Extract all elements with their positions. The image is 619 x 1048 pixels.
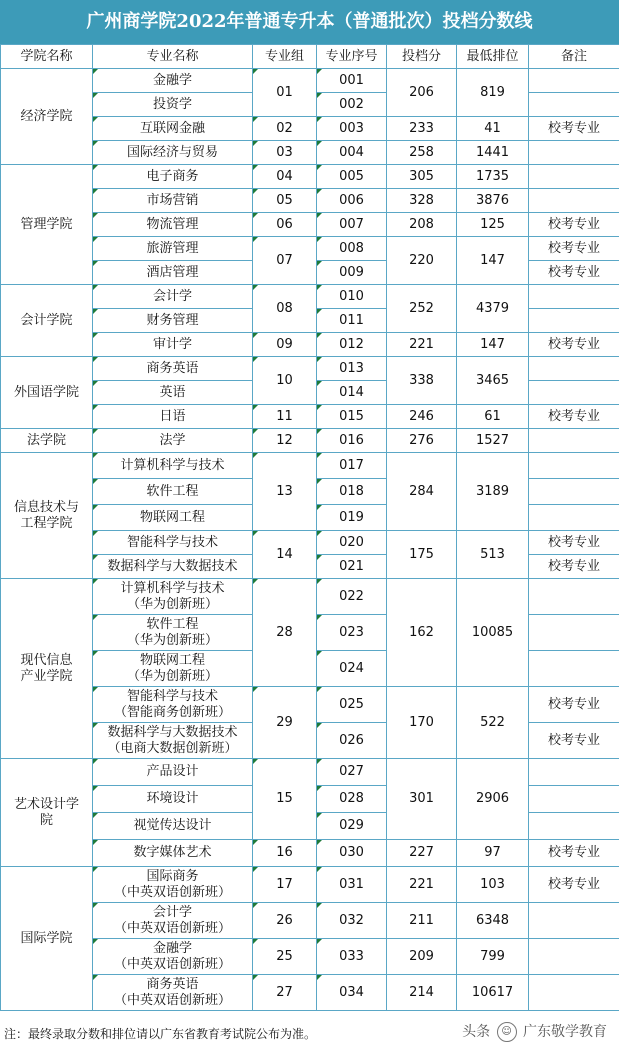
cell-note: 校考专业 bbox=[529, 867, 619, 903]
header-rank: 最低排位 bbox=[457, 45, 529, 69]
table-row bbox=[1, 579, 619, 615]
cell-seq: 031 bbox=[317, 867, 387, 903]
cell-major: 金融学 （中英双语创新班） bbox=[93, 939, 253, 975]
cell-score: 206 bbox=[387, 69, 457, 117]
cell-score: 209 bbox=[387, 939, 457, 975]
cell-major: 视觉传达设计 bbox=[93, 813, 253, 840]
cell-seq: 017 bbox=[317, 453, 387, 479]
cell-note bbox=[529, 309, 619, 333]
table-row bbox=[1, 333, 619, 357]
cell-rank: 1735 bbox=[457, 165, 529, 189]
cell-rank: 522 bbox=[457, 687, 529, 759]
table-row bbox=[1, 759, 619, 786]
cell-college: 外国语学院 bbox=[1, 357, 93, 429]
cell-note bbox=[529, 813, 619, 840]
cell-group: 07 bbox=[253, 237, 317, 285]
cell-seq: 032 bbox=[317, 903, 387, 939]
table-row bbox=[1, 429, 619, 453]
cell-note: 校考专业 bbox=[529, 117, 619, 141]
cell-note bbox=[529, 69, 619, 93]
cell-note: 校考专业 bbox=[529, 333, 619, 357]
cell-rank: 125 bbox=[457, 213, 529, 237]
cell-rank: 2906 bbox=[457, 759, 529, 840]
table-row bbox=[1, 840, 619, 867]
cell-group: 25 bbox=[253, 939, 317, 975]
cell-group: 02 bbox=[253, 117, 317, 141]
cell-seq: 008 bbox=[317, 237, 387, 261]
cell-rank: 147 bbox=[457, 237, 529, 285]
cell-rank: 799 bbox=[457, 939, 529, 975]
table-row bbox=[1, 285, 619, 309]
cell-seq: 007 bbox=[317, 213, 387, 237]
watermark-brand: 广东敬学教育 bbox=[523, 1024, 607, 1040]
cell-college: 信息技术与 工程学院 bbox=[1, 453, 93, 579]
cell-seq: 013 bbox=[317, 357, 387, 381]
cell-score: 252 bbox=[387, 285, 457, 333]
cell-seq: 012 bbox=[317, 333, 387, 357]
cell-score: 211 bbox=[387, 903, 457, 939]
cell-rank: 6348 bbox=[457, 903, 529, 939]
cell-college: 艺术设计学 院 bbox=[1, 759, 93, 867]
cell-score: 227 bbox=[387, 840, 457, 867]
cell-seq: 022 bbox=[317, 579, 387, 615]
cell-rank: 4379 bbox=[457, 285, 529, 333]
cell-seq: 030 bbox=[317, 840, 387, 867]
cell-rank: 3465 bbox=[457, 357, 529, 405]
table-row bbox=[1, 453, 619, 479]
cell-score: 305 bbox=[387, 165, 457, 189]
cell-seq: 015 bbox=[317, 405, 387, 429]
cell-group: 28 bbox=[253, 579, 317, 687]
cell-note: 校考专业 bbox=[529, 687, 619, 723]
cell-rank: 10617 bbox=[457, 975, 529, 1011]
cell-note bbox=[529, 505, 619, 531]
cell-score: 170 bbox=[387, 687, 457, 759]
table-row bbox=[1, 975, 619, 1011]
cell-seq: 027 bbox=[317, 759, 387, 786]
cell-major: 环境设计 bbox=[93, 786, 253, 813]
page-title: 广州商学院2022年普通专升本（普通批次）投档分数线 bbox=[0, 0, 619, 44]
cell-group: 27 bbox=[253, 975, 317, 1011]
cell-note bbox=[529, 759, 619, 786]
cell-major: 商务英语 （中英双语创新班） bbox=[93, 975, 253, 1011]
header-group: 专业组 bbox=[253, 45, 317, 69]
cell-rank: 10085 bbox=[457, 579, 529, 687]
score-table bbox=[0, 44, 619, 1011]
cell-group: 14 bbox=[253, 531, 317, 579]
cell-note bbox=[529, 615, 619, 651]
cell-major: 国际商务 （中英双语创新班） bbox=[93, 867, 253, 903]
cell-group: 10 bbox=[253, 357, 317, 405]
cell-seq: 005 bbox=[317, 165, 387, 189]
cell-score: 233 bbox=[387, 117, 457, 141]
cell-rank: 41 bbox=[457, 117, 529, 141]
watermark bbox=[462, 1018, 607, 1046]
cell-note bbox=[529, 903, 619, 939]
cell-score: 301 bbox=[387, 759, 457, 840]
cell-major: 互联网金融 bbox=[93, 117, 253, 141]
cell-seq: 018 bbox=[317, 479, 387, 505]
cell-college: 现代信息 产业学院 bbox=[1, 579, 93, 759]
cell-major: 计算机科学与技术 （华为创新班） bbox=[93, 579, 253, 615]
cell-note bbox=[529, 141, 619, 165]
cell-major: 产品设计 bbox=[93, 759, 253, 786]
cell-note bbox=[529, 939, 619, 975]
cell-seq: 009 bbox=[317, 261, 387, 285]
footnote: 注：最终录取分数和排位请以广东省教育考试院公布为准。 bbox=[4, 1027, 317, 1041]
cell-major: 投资学 bbox=[93, 93, 253, 117]
cell-note bbox=[529, 651, 619, 687]
cell-rank: 1441 bbox=[457, 141, 529, 165]
cell-group: 29 bbox=[253, 687, 317, 759]
cell-note bbox=[529, 93, 619, 117]
cell-seq: 025 bbox=[317, 687, 387, 723]
cell-score: 220 bbox=[387, 237, 457, 285]
cell-score: 208 bbox=[387, 213, 457, 237]
account-logo-icon: ☺ bbox=[497, 1022, 517, 1042]
cell-college: 会计学院 bbox=[1, 285, 93, 357]
table-row bbox=[1, 867, 619, 903]
cell-note bbox=[529, 285, 619, 309]
table-row bbox=[1, 117, 619, 141]
cell-major: 数字媒体艺术 bbox=[93, 840, 253, 867]
cell-rank: 97 bbox=[457, 840, 529, 867]
cell-seq: 026 bbox=[317, 723, 387, 759]
cell-note: 校考专业 bbox=[529, 237, 619, 261]
table-row bbox=[1, 405, 619, 429]
cell-major: 智能科学与技术 （智能商务创新班） bbox=[93, 687, 253, 723]
cell-score: 328 bbox=[387, 189, 457, 213]
cell-score: 175 bbox=[387, 531, 457, 579]
cell-score: 258 bbox=[387, 141, 457, 165]
table-row bbox=[1, 939, 619, 975]
header-note: 备注 bbox=[529, 45, 619, 69]
table-row bbox=[1, 687, 619, 723]
header-college: 学院名称 bbox=[1, 45, 93, 69]
cell-group: 01 bbox=[253, 69, 317, 117]
cell-score: 221 bbox=[387, 867, 457, 903]
cell-note bbox=[529, 975, 619, 1011]
cell-seq: 024 bbox=[317, 651, 387, 687]
cell-note bbox=[529, 579, 619, 615]
cell-group: 09 bbox=[253, 333, 317, 357]
cell-note bbox=[529, 429, 619, 453]
cell-rank: 513 bbox=[457, 531, 529, 579]
cell-note: 校考专业 bbox=[529, 261, 619, 285]
cell-seq: 034 bbox=[317, 975, 387, 1011]
cell-seq: 002 bbox=[317, 93, 387, 117]
cell-seq: 010 bbox=[317, 285, 387, 309]
table-row bbox=[1, 141, 619, 165]
cell-group: 12 bbox=[253, 429, 317, 453]
cell-seq: 011 bbox=[317, 309, 387, 333]
cell-score: 162 bbox=[387, 579, 457, 687]
cell-major: 数据科学与大数据技术 bbox=[93, 555, 253, 579]
watermark-prefix: 头条 bbox=[462, 1024, 491, 1040]
cell-seq: 016 bbox=[317, 429, 387, 453]
cell-major: 会计学 bbox=[93, 285, 253, 309]
cell-score: 276 bbox=[387, 429, 457, 453]
cell-note: 校考专业 bbox=[529, 840, 619, 867]
table-row bbox=[1, 531, 619, 555]
cell-major: 智能科学与技术 bbox=[93, 531, 253, 555]
cell-seq: 019 bbox=[317, 505, 387, 531]
cell-rank: 103 bbox=[457, 867, 529, 903]
cell-group: 05 bbox=[253, 189, 317, 213]
cell-note: 校考专业 bbox=[529, 213, 619, 237]
cell-seq: 029 bbox=[317, 813, 387, 840]
cell-major: 金融学 bbox=[93, 69, 253, 93]
cell-major: 财务管理 bbox=[93, 309, 253, 333]
cell-seq: 020 bbox=[317, 531, 387, 555]
cell-note bbox=[529, 786, 619, 813]
header-seq: 专业序号 bbox=[317, 45, 387, 69]
table-row bbox=[1, 903, 619, 939]
cell-rank: 61 bbox=[457, 405, 529, 429]
cell-seq: 014 bbox=[317, 381, 387, 405]
cell-note bbox=[529, 479, 619, 505]
header-score: 投档分 bbox=[387, 45, 457, 69]
table-row bbox=[1, 189, 619, 213]
cell-note bbox=[529, 381, 619, 405]
cell-note: 校考专业 bbox=[529, 723, 619, 759]
cell-group: 11 bbox=[253, 405, 317, 429]
cell-group: 15 bbox=[253, 759, 317, 840]
cell-note: 校考专业 bbox=[529, 531, 619, 555]
cell-seq: 003 bbox=[317, 117, 387, 141]
cell-seq: 021 bbox=[317, 555, 387, 579]
cell-major: 物联网工程 （华为创新班） bbox=[93, 651, 253, 687]
cell-college: 管理学院 bbox=[1, 165, 93, 285]
cell-major: 日语 bbox=[93, 405, 253, 429]
cell-score: 338 bbox=[387, 357, 457, 405]
cell-major: 电子商务 bbox=[93, 165, 253, 189]
cell-group: 06 bbox=[253, 213, 317, 237]
cell-rank: 819 bbox=[457, 69, 529, 117]
table-header-row bbox=[1, 45, 619, 69]
cell-score: 284 bbox=[387, 453, 457, 531]
cell-major: 国际经济与贸易 bbox=[93, 141, 253, 165]
cell-note: 校考专业 bbox=[529, 555, 619, 579]
cell-seq: 033 bbox=[317, 939, 387, 975]
cell-rank: 147 bbox=[457, 333, 529, 357]
cell-group: 16 bbox=[253, 840, 317, 867]
cell-seq: 023 bbox=[317, 615, 387, 651]
cell-major: 软件工程 bbox=[93, 479, 253, 505]
cell-group: 13 bbox=[253, 453, 317, 531]
cell-rank: 3876 bbox=[457, 189, 529, 213]
cell-major: 市场营销 bbox=[93, 189, 253, 213]
cell-group: 17 bbox=[253, 867, 317, 903]
cell-major: 计算机科学与技术 bbox=[93, 453, 253, 479]
cell-seq: 028 bbox=[317, 786, 387, 813]
cell-group: 26 bbox=[253, 903, 317, 939]
cell-note bbox=[529, 453, 619, 479]
cell-note: 校考专业 bbox=[529, 405, 619, 429]
cell-major: 软件工程 （华为创新班） bbox=[93, 615, 253, 651]
cell-group: 03 bbox=[253, 141, 317, 165]
cell-major: 商务英语 bbox=[93, 357, 253, 381]
cell-college: 国际学院 bbox=[1, 867, 93, 1011]
cell-major: 旅游管理 bbox=[93, 237, 253, 261]
cell-college: 经济学院 bbox=[1, 69, 93, 165]
cell-note bbox=[529, 165, 619, 189]
cell-score: 246 bbox=[387, 405, 457, 429]
cell-group: 04 bbox=[253, 165, 317, 189]
cell-major: 法学 bbox=[93, 429, 253, 453]
cell-seq: 001 bbox=[317, 69, 387, 93]
cell-score: 214 bbox=[387, 975, 457, 1011]
cell-rank: 1527 bbox=[457, 429, 529, 453]
cell-major: 数据科学与大数据技术 （电商大数据创新班） bbox=[93, 723, 253, 759]
table-row bbox=[1, 357, 619, 381]
cell-college: 法学院 bbox=[1, 429, 93, 453]
table-row bbox=[1, 237, 619, 261]
cell-note bbox=[529, 189, 619, 213]
table-row bbox=[1, 69, 619, 93]
cell-score: 221 bbox=[387, 333, 457, 357]
cell-seq: 006 bbox=[317, 189, 387, 213]
cell-major: 物流管理 bbox=[93, 213, 253, 237]
cell-group: 08 bbox=[253, 285, 317, 333]
table-row bbox=[1, 213, 619, 237]
cell-rank: 3189 bbox=[457, 453, 529, 531]
cell-major: 审计学 bbox=[93, 333, 253, 357]
header-major: 专业名称 bbox=[93, 45, 253, 69]
cell-major: 酒店管理 bbox=[93, 261, 253, 285]
cell-note bbox=[529, 357, 619, 381]
cell-major: 物联网工程 bbox=[93, 505, 253, 531]
cell-seq: 004 bbox=[317, 141, 387, 165]
cell-major: 英语 bbox=[93, 381, 253, 405]
table-row bbox=[1, 165, 619, 189]
cell-major: 会计学 （中英双语创新班） bbox=[93, 903, 253, 939]
